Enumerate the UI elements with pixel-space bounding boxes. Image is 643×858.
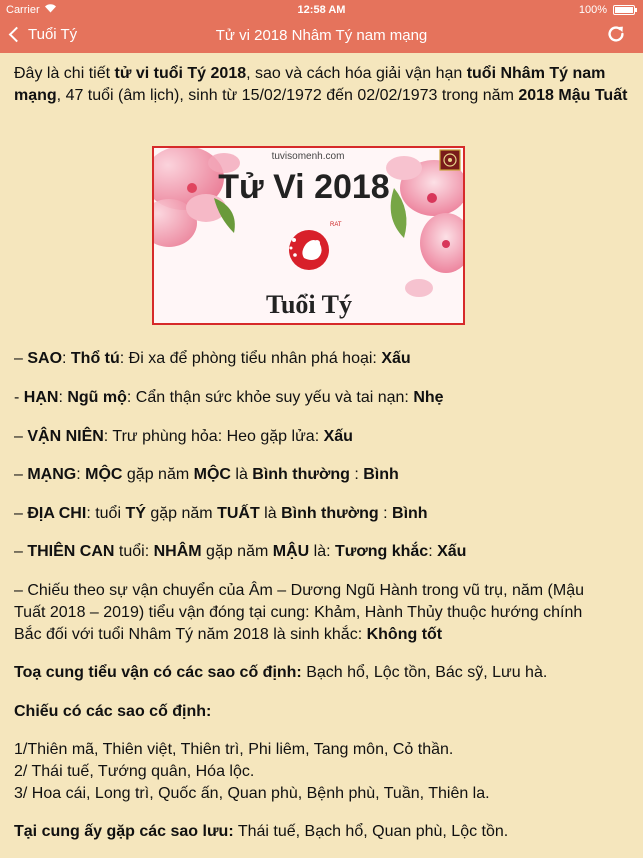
carrier-label: Carrier [6,4,40,16]
line-text: là: [309,543,335,560]
intro-text-1: Đây là chi tiết [14,65,115,82]
line-prefix: – [14,350,28,367]
line-key: SAO [27,350,63,367]
line-mang [14,464,399,486]
line-text: : [428,543,438,560]
line-text: gặp năm [122,466,194,483]
line-value: TÝ [125,505,146,522]
horoscope-banner [152,146,465,325]
intro-paragraph [14,63,632,107]
banner-site: tuvisomenh.com [271,151,345,162]
rat-seal-icon [289,230,329,270]
line-key: VẬN NIÊN [27,428,104,445]
chieu-line-1: – Chiếu theo sự vận chuyển của Âm – Dương Ngũ Hành trong vũ trụ, năm (Mậu [14,582,584,599]
list-item: 2/ Thái tuế, Tướng quân, Hóa lộc. [14,763,255,780]
line-key: MẠNG [27,466,77,483]
line-result: Xấu [323,428,353,445]
site-logo-badge [440,150,460,170]
tai-cung-line [14,821,508,843]
intro-bold-3: 2018 Mậu Tuất [518,87,628,104]
intro-text-2: , sao và cách hóa giải vận hạn [246,65,467,82]
line-text: là [230,466,253,483]
line-prefix: - [14,389,24,406]
chieu-text: Bắc đối với tuổi Nhâm Tý năm 2018 là sinh khắc: [14,626,367,643]
line-value: Tương khắc [334,543,429,560]
toa-cung-line [14,662,547,684]
line-prefix: – [14,428,28,445]
line-name: Ngũ mộ [67,389,127,406]
navigation-bar [0,20,643,53]
intro-text-3: , 47 tuổi (âm lịch), sinh từ 15/02/1972 đến 02/02/1973 trong năm [56,87,519,104]
line-sao [14,348,411,370]
line-value: NHÂM [153,543,202,560]
chieu-co-heading [14,701,211,723]
tai-cung-value: Thái tuế, Bạch hổ, Quan phù, Lộc tồn. [233,823,509,840]
line-prefix: – [14,505,28,522]
intro-bold-2: tuổi Nhâm Tý nam mạng [14,65,606,104]
line-value: Bình thường [252,466,350,483]
line-value: MỘC [193,466,231,483]
line-value: Bình thường [281,505,379,522]
list-item: 3/ Hoa cái, Long trì, Quốc ấn, Quan phù, Bệnh phù, Tuần, Thiên la. [14,785,490,802]
chieu-co-label: Chiếu có các sao cố định: [14,703,212,720]
line-sep: : [62,350,71,367]
line-result: Bình [392,505,428,522]
line-text: : [76,466,86,483]
toa-cung-value: Bạch hổ, Lộc tồn, Bác sỹ, Lưu hà. [301,664,548,681]
line-dia-chi [14,503,428,525]
refresh-icon[interactable] [605,23,627,45]
line-thien-can [14,541,466,563]
line-text: là [259,505,282,522]
banner-illustration [154,148,463,323]
line-desc: : Trư phùng hỏa: Heo gặp lửa: [103,428,324,445]
battery-icon [613,5,635,15]
battery-percent: 100% [578,4,607,16]
page-title: Tử vi 2018 Nhâm Tý nam mạng [215,27,428,44]
status-time: 12:58 AM [297,4,346,16]
chieu-line-3 [14,624,442,646]
banner-caption: Tuổi Tý [265,290,353,319]
toa-cung-label: Toạ cung tiểu vận có các sao cố định: [14,664,302,681]
line-han [14,387,444,409]
line-key: ĐỊA CHI [27,505,87,522]
chieu-result: Không tốt [366,626,443,643]
back-label: Tuổi Tý [28,26,78,43]
line-prefix: – [14,543,28,560]
tai-cung-label: Tại cung ấy gặp các sao lưu: [14,823,234,840]
line-text: tuổi: [114,543,154,560]
line-text: : [349,466,364,483]
line-value: MỘC [85,466,123,483]
line-text: gặp năm [201,543,273,560]
line-name: Thổ tú [70,350,120,367]
line-result: Xấu [381,350,411,367]
line-value: MẬU [272,543,310,560]
line-sep: : [58,389,68,406]
line-result: Xấu [437,543,467,560]
line-key: HẠN [23,389,59,406]
line-result: Bình [363,466,399,483]
line-van-nien [14,426,353,448]
chieu-line-2: Tuất 2018 – 2019) tiểu vận đóng tại cung: Khảm, Hành Thủy thuộc hướng chính [14,604,583,621]
line-text: : tuổi [86,505,126,522]
status-bar [0,0,643,20]
line-text: gặp năm [145,505,218,522]
line-prefix: – [14,466,28,483]
list-item: 1/Thiên mã, Thiên việt, Thiên trì, Phi liêm, Tang môn, Cỏ thần. [14,741,454,758]
banner-rat-label: RAT [330,222,342,228]
intro-bold-1: tử vi tuổi Tý 2018 [114,65,247,82]
line-key: THIÊN CAN [27,543,115,560]
line-desc: : Đi xa để phòng tiểu nhân phá hoại: [119,350,382,367]
line-text: : [378,505,393,522]
line-result: Nhẹ [413,389,444,406]
line-value: TUẤT [217,505,260,522]
line-desc: : Cẩn thận sức khỏe suy yếu và tai nạn: [126,389,414,406]
banner-headline: Tử Vi 2018 [218,168,390,206]
